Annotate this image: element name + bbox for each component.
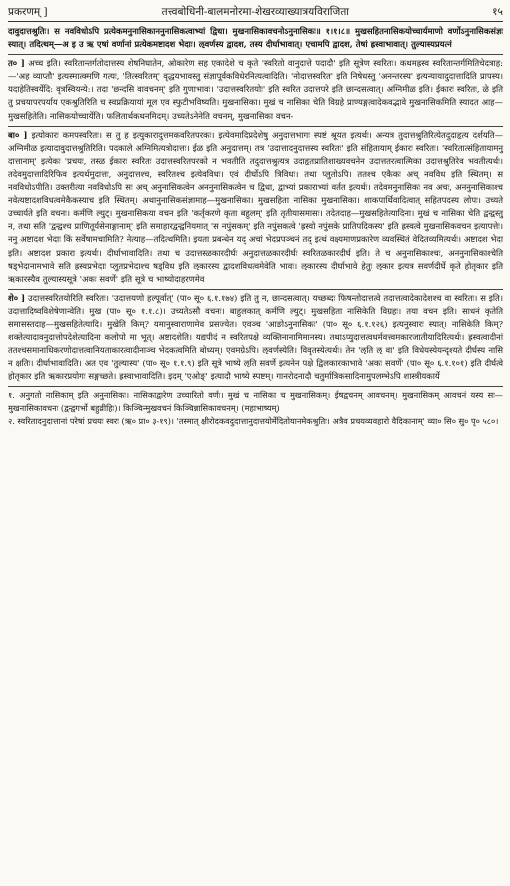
commentary-text: अच्च इति। स्वरितान्तर्गतोदात्तस्य शेषनिघातेन, ओकारेण सह एकादेशे च कृते 'स्वरितो वानुदात्ते पदादौ' इति सूत्रेण स्वरितः। कथमह्रस्व स्वरितान्तर्गमितिचेदत्राह:—'अह व्याप्तौ' इत्यस्मात्क्मणि गत्यः, 'तित्स्वरितम्' वृद्धयभावस्तु संज्ञापूर्वकविधेरनित्यत्वादिति। 'नोदात्तस्वरित' इति निषेधस्तु 'अनन्तरस्य' इत्यन्यायादुदात्तादिति प्रापस्य। यदाहेतिस्वर्येदि: वृत्रस्वियन्ये:। तदा 'छन्दसि वावचनम्' इति गुणाभावः। 'उदात्तस्वरितयोः' इति स्वरित उदात्तपरे इति छान्दसत्वात्। अग्निमीळ इति। ईकारः स्वरितः, ळे इति तु प्रचयापरपर्याय एकश्रुतिरिति च स्वप्रक्रियायां मूल एव स्फुटीभविष्यति। मुखनासिका। मुखं च नासिका चेति विग्रहे प्राण्यङ्गत्वादेकवद्भावे मुखनासिकमिति स्यादत आह—मुखसहितेति। नासिकयोच्चार्येति। फलितार्थकथनमिदम्। उच्यतेऽनेनेति वचनम्, मुखनासिका वचन- <box>8 58 503 121</box>
divider <box>8 126 503 127</box>
chapter-label: प्रकरणम् ] <box>8 6 48 18</box>
footnote-divider <box>8 386 503 387</box>
sutra-paragraph: दावुदात्तश्रुतिः। स नवविधोऽपि प्रत्येकमनुनासिकाननुनासिकत्वाभ्यां द्विधा। मुखनासिकावचनोऽनुनासिकः॥ १।१।८॥ मुखसहितनासिकयोच्चार्यमाणो वर्णोऽनुनासिकसंज्ञः स्यात्। तदित्थम्—अ इ उ ऋ एषां वर्णानां प्रत्येकमष्टादश भेदाः। ऌवर्णस्य द्वादश, तस्य दीर्घाभावात्। एचामपि द्वादश, तेषां ह्रस्वाभावात्। तुल्यास्यप्रयत्नं <box>8 26 503 50</box>
running-header <box>8 6 503 22</box>
sutra-text-block <box>8 25 503 51</box>
commentary-label: बा० ] <box>8 129 28 140</box>
divider <box>8 54 503 55</box>
page-number: १५ <box>492 6 503 18</box>
book-title: तत्त्वबोधिनी-बालमनोरमा-शेखरव्याख्यात्रयविराजिता <box>161 6 350 18</box>
commentary-label: शे० ] <box>8 292 26 303</box>
commentary-shekhara <box>8 292 503 384</box>
commentary-label: त० ] <box>8 58 25 69</box>
commentary-text: इत्योकारः कमपस्वरितः। स तु ह इत्युकारादुत्तमकवरितपरकः। इत्येवमादिप्रदेशेषु अनुदात्तभागः स्पष्टं श्रूयत इत्यर्थः। अन्यत्र तुदात्तश्रुतिरित्येतदुदाहृत्य दर्शयति—अग्निमीळ इत्यादावुदात्तश्रुतिरिति। पदकाले अग्निमित्यत्रोदात्तः। ईळ इति अनुदात्तम्। तत्र 'उदात्तादनुदात्तस्य स्वरितः' इति संहितायाम् ईकारः स्वरितः। 'स्वरितात्संहितायामनु दात्तानाम्' इत्येकः 'प्रचयः, तस्ळ ईकारः स्वरितः उदात्तस्वरितपरको न भवतीति तदुदात्तश्रुत्यत्र उदाहृतप्रातिशाख्यवचनेन उदात्ततरत्वात्मिका उदात्तश्रुतिरेव भवतीत्यर्थः। तदेवमुदात्तादिरिफिव इत्यर्थमुदात्तः, अनुदात्तश्च, स्वरितश्च इत्येवविधः। एवं दीर्घोऽपि त्रिविधः। तथा प्लुतोऽपि। ततश्च एकैकः अच् नवविध इति स्थितम्। स नवविधोऽपीति। उक्तरीत्या नवविधोऽपि सः अच् अनुनासिकत्वेन अननुनासिकत्वेन च द्विधा, द्वाभ्यां प्रकाराभ्यां वर्तत इत्यर्थः। तदेवमनुनासिकः नव अचः, अननुनासिकाश्च नवेत्यष्टादशविधत्वमेकैकस्याच इति स्थितम्। अथानुनासिकसंज्ञामाह—मुखनासिका। मुखसहिता नासिका मुखनासिका। शाकपार्थिवादित्वात् सहितपदस्य लोपः। उच्यते उच्चार्यते इति वचनः। कर्मणि ल्युट्। मुखनासिकया वचन इति 'कर्तृकरणे कृता बहुलम्' इति तृतीयासमासः। तदेतदाह—मुखसहितेत्यादिना। मुखं च नासिका चेति द्वन्द्वस्तु न, तथा सति 'द्वन्द्वश्च प्राणितूर्यसेनाङ्गानाम्' इति समाहारद्वन्द्वनियमात् 'स नपुंसकम्' इति नपुंसकत्वे 'ह्रस्वो नपुंसके प्रातिपदिकस्य' इति ह्रस्वत्वे मुखनासिकवचन इत्यापत्तेः। ननु अष्टादश भेदाः किं सर्वेषामचामिति? नेत्याह—तदित्थमिति। इयता प्रबन्धेन यद् अचां भेदप्रपञ्चनं तद् इत्थं वक्ष्यमाणप्रकारेण व्यवस्थितं वेदितव्यमित्यर्थः। अष्टादश भेदा इति। अष्टादश प्रकारा इत्यर्थः। दीर्घाभावादिति। तथा च उदात्तस्ळकारदीर्घः अनुदात्तळकारदीर्घः स्वरितळकारदीर्घ इति। ते च अनुनासिकाश्चः, अननुनासिकाश्चेति षड्भेदानामभावे सति ह्रस्वप्रभेदाः प्लुतप्रभेदाश्च षड्विध इति ऌकारस्य द्वादशविधत्वमेवेति भावः। ऌकारस्य दीर्घाभावे हेतुः ऌकार इत्यत्र सवर्णदीर्घे कृते होतृकार इति ऋकारस्यैव तुल्यास्यसूत्रे 'अकः सवर्णे' इति सूत्रे च भाष्योदाहरणमेव <box>8 129 503 284</box>
commentary-text: उदात्तस्वरितयोरिति स्वरितः। 'उदात्तयणो हल्पूर्वात्' (पा० सू० ६.१.१७४) इति तु न, छान्दसत्वात्। यच्छब्दः फिषन्तोदात्तत्वे तदात्तत्वादेकादेशश्च वा स्वरितः। स इति। उदात्तादिष्वविशेषेणान्वेति। मुख (पा० सू० १.१.८)। उच्यतेऽसौ वचनः। बाहुलकात् कर्मणि ल्युट्। मुखसहिता नासिकेति विग्रहः। तया वचन इति। साधनं कृतेति समासस्तदाह—मुखसहितेत्यादि। मुखेति किम्? यमानुस्वाराणामेव प्रसज्येत। एवञ्च 'आङोऽनुनासिकः' (पा० सू० ६.१.१२६) इत्यनुस्वारः स्यात्। नासिकेति किम्? शक्तेत्यादावनुदात्तोपदेशेत्यादिना कलोपो मा भूत्। अष्टादशेति। यद्यपीदं न स्वरितपक्षे व्यक्तिनानामिमानस्य। तथाऽप्युदात्तत्वधर्मवत्त्वमकारजातीयादिरित्यर्थः। ह्रस्वत्वादीनां ततश्चसमानाधिकरणोदात्तत्वानियताकारत्वादीनाञ्च भेदकत्वमिति बोध्यम्। एवमग्रेऽपि। ऌवर्णस्येति। विवृतस्येत्यर्थः। तेन 'ऌति ऌ वा' इति विधेयस्येयन्दृश्यते दीर्घस्य नासि न क्षतिः। दीर्घाभावादिति। अत एव 'तुल्यास्य' (पा० सू० १.१.९) इति सूत्रे भाष्ये ऌति सवर्णे इत्यनेन पक्षे द्विलकारकाभावे 'अकः सवर्णे' (पा० सू० ६.१.१०१) इति दीर्घत्वे होतृकार इति ऋकारप्रयोगः सङ्गच्छते। ह्रस्वाभावादिति। इदम् 'एओङ्' इत्यादौ भाष्ये स्पष्टम्। गानरोदनादौ चतुर्मात्रिकसादिनामुपलम्भेऽपि शास्त्रीयकार्ये <box>8 292 503 382</box>
commentary-balamanorama <box>8 129 503 286</box>
divider <box>8 289 503 290</box>
commentary-tattvabodhini <box>8 57 503 122</box>
footnote-2: २. स्वरितादनुदात्तानां परेषां प्रचयः स्वरः (ऋ० प्रा० ३-१९)। 'तस्मात् क्षीरोदकवदुदात्तानुदात्तयोर्मेदितोयानमेकश्रुतिः। अत्रैव प्रचयव्यवहारो वैदिकानाम्' व्या० सि० सु० पृ० ५८०। <box>8 416 499 427</box>
footnotes <box>8 389 503 427</box>
footnote-1: १. अनुगतो नासिकाम् इति अनुनासिकः। नासिकाद्वारेण उच्चारितो वर्णः। मुखं च नासिका च मुखनासिकम्। ईषद्वचनम् आवचनम्। मुखनासिकम् आवचनं यस्य सः—मुखनासिकावचनः (द्वन्द्वगर्भो बहुव्रीहिः)। किञ्चिन्मुखवचनं किञ्चिन्नासिकावचनम्। (महाभाष्यम्) <box>8 390 503 414</box>
